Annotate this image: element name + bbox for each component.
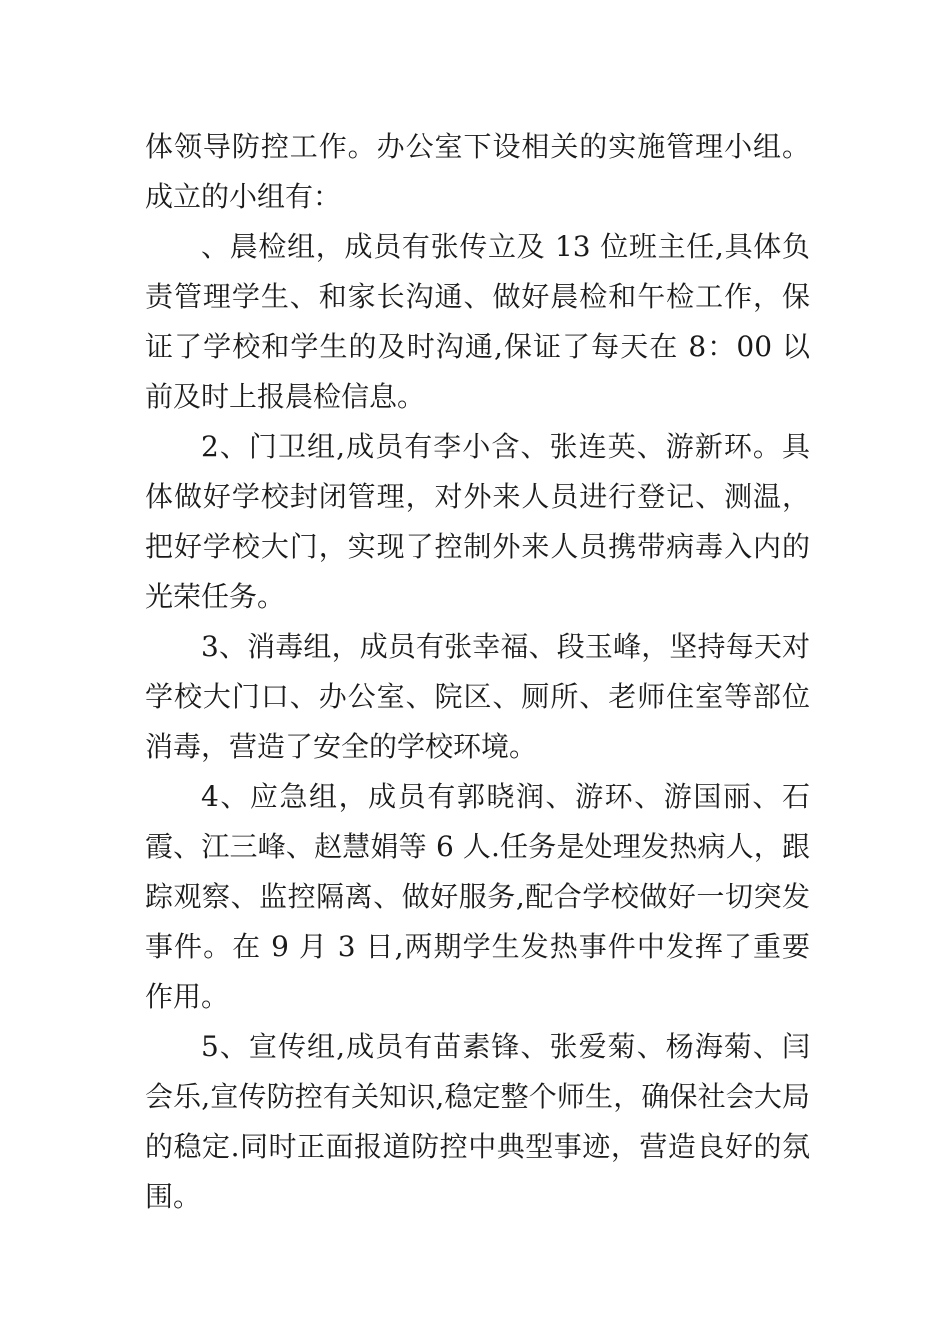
document-body <box>145 122 810 1222</box>
paragraph-publicity-group: 5、宣传组,成员有苗素锋、张爱菊、杨海菊、闫会乐,宣传防控有关知识,稳定整个师生，确保社会大局的稳定.同时正面报道防控中典型事迹，营造良好的氛围。 <box>145 1030 810 1213</box>
paragraph-emergency-group: 4、应急组，成员有郭晓润、游环、游国丽、石霞、江三峰、赵慧娟等 6 人.任务是处理发热病人，跟踪观察、监控隔离、做好服务,配合学校做好一切突发事件。在 9 月 3 日,两期学生发热事件中发挥了重要作用。 <box>145 780 810 1013</box>
paragraph-gatekeeper-group: 2、门卫组,成员有李小含、张连英、游新环。具体做好学校封闭管理，对外来人员进行登记、测温，把好学校大门，实现了控制外来人员携带病毒入内的光荣任务。 <box>145 430 810 613</box>
paragraph-disinfection-group: 3、消毒组，成员有张幸福、段玉峰，坚持每天对学校大门口、办公室、院区、厕所、老师住室等部位消毒，营造了安全的学校环境。 <box>145 630 810 763</box>
paragraph-intro: 体领导防控工作。办公室下设相关的实施管理小组。成立的小组有： <box>145 130 810 213</box>
paragraph-morning-check-group: 、晨检组，成员有张传立及 13 位班主任,具体负责管理学生、和家长沟通、做好晨检和午检工作，保证了学校和学生的及时沟通,保证了每天在 8：00 以前及时上报晨检信息。 <box>145 230 810 413</box>
